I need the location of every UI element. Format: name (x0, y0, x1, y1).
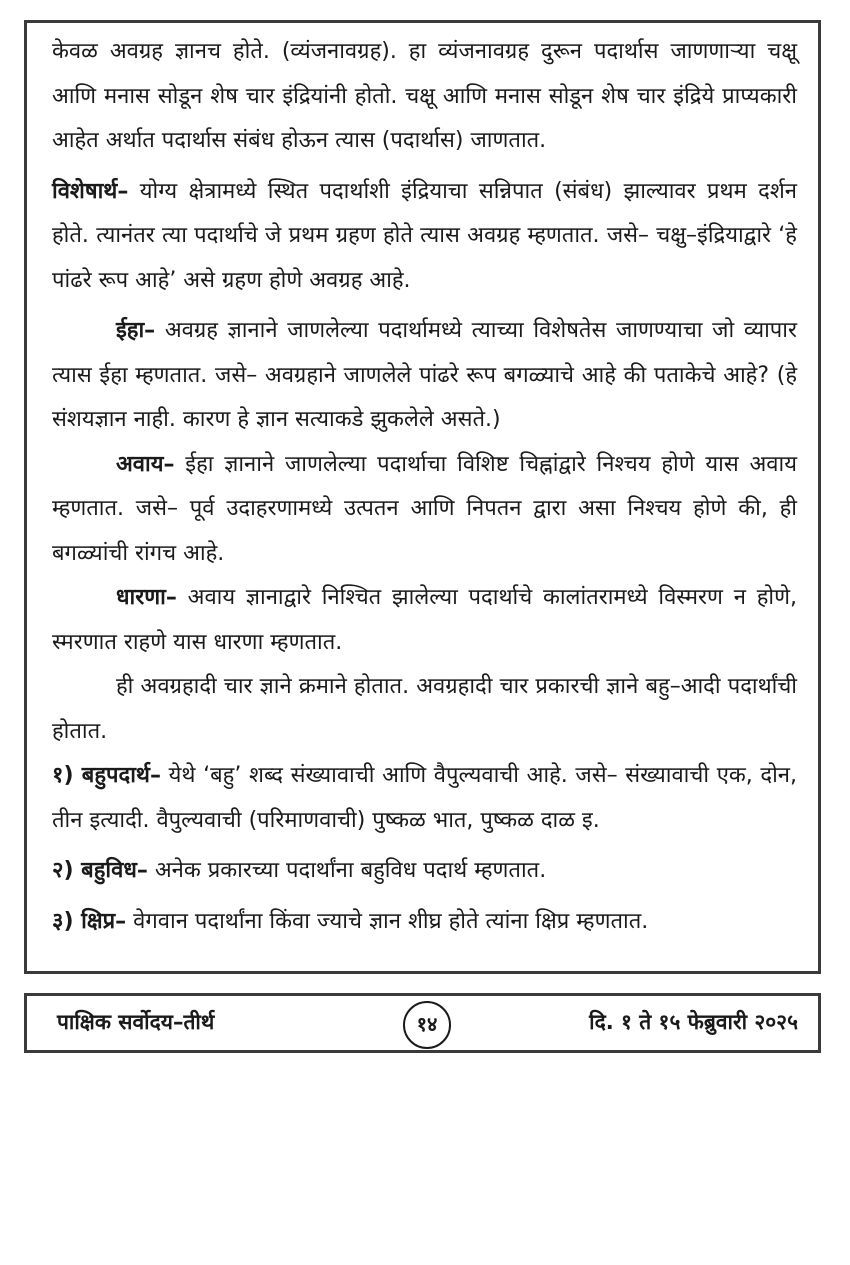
term-bahupadartha: १) बहुपदार्थ– (52, 763, 161, 788)
term-iha: ईहा– (116, 318, 156, 343)
page-body (52, 30, 797, 944)
paragraph-intro: केवळ अवग्रह ज्ञानच होते. (व्यंजनावग्रह). हा व्यंजनावग्रह दुरून पदार्थास जाणणाऱ्या चक्षू आणि मनास सोडून शेष चार इंद्रियांनी होतो. चक्षू आणि मनास सोडून शेष चार इंद्रिये प्राप्यकारी आहेत अर्थात पदार्थास संबंध होऊन त्यास (पदार्थास) जाणतात. (52, 39, 797, 153)
text-avaya: ईहा ज्ञानाने जाणलेल्या पदार्थाचा विशिष्ट चिह्नांद्वारे निश्चय होणे यास अवाय म्हणतात. जसे– पूर्व उदाहरणामध्ये उत्पतन आणि निपतन द्वारा असा निश्चय होणे की, ही बगळ्यांची रांगच आहे. (52, 451, 797, 566)
page-number: १४ (403, 1001, 451, 1049)
paragraph-avaya (52, 443, 797, 577)
text-bahupadartha: येथे ‘बहु’ शब्द संख्यावाची आणि वैपुल्यवाची आहे. जसे– संख्यावाची एक, दोन, तीन इत्यादी. वैपुल्यवाची (परिमाणवाची) पुष्कळ भात, पुष्कळ दाळ इ. (52, 763, 797, 833)
term-bahuvidha: २) बहुविध– (52, 858, 148, 883)
text-kshipra: वेगवान पदार्थांना किंवा ज्याचे ज्ञान शीघ्र होते त्यांना क्षिप्र म्हणतात. (126, 908, 649, 934)
publication-title: पाक्षिक सर्वोदय–तीर्थ (57, 1010, 215, 1034)
term-dharana: धारणा– (116, 585, 177, 610)
term-kshipra: ३) क्षिप्र– (52, 908, 127, 934)
list-item-bahuvidha (52, 849, 797, 894)
list-item-kshipra (52, 900, 797, 945)
paragraph-dharana (52, 576, 797, 665)
paragraph-iha (52, 309, 797, 443)
text-iha: अवग्रह ज्ञानाने जाणलेल्या पदार्थामध्ये त्याच्या विशेषतेस जाणण्याचा जो व्यापार त्यास ईहा म्हणतात. जसे– अवग्रहाने जाणलेले पांढरे रूप बगळ्याचे आहे की पताकेचे आहे? (हे संशयज्ञान नाही. कारण हे ज्ञान सत्याकडे झुकलेले असते.) (52, 318, 797, 432)
text-bahuvidha: अनेक प्रकारच्या पदार्थांना बहुविध पदार्थ म्हणतात. (147, 858, 547, 883)
text-visheshartha: योग्य क्षेत्रामध्ये स्थित पदार्थाशी इंद्रियाचा सन्निपात (संबंध) झाल्यावर प्रथम दर्शन होते. त्यानंतर त्या पदार्थाचे जे प्रथम ग्रहण होते त्यास अवग्रह म्हणतात. जसे– चक्षु–इंद्रियाद्वारे ‘हे पांढरे रूप आहे’ असे ग्रहण होणे अवग्रह आहे. (52, 178, 797, 293)
page-footer (24, 993, 821, 1053)
list-item-bahupadartha (52, 754, 797, 843)
term-visheshartha: विशेषार्थ– (52, 178, 129, 204)
paragraph-summary: ही अवग्रहादी चार ज्ञाने क्रमाने होतात. अवग्रहादी चार प्रकारची ज्ञाने बहु–आदी पदार्थांची होतात. (52, 674, 797, 744)
text-dharana: अवाय ज्ञानाद्वारे निश्चित झालेल्या पदार्थाचे कालांतरामध्ये विस्मरण न होणे, स्मरणात राहणे यास धारणा म्हणतात. (52, 585, 797, 655)
issue-date: दि. १ ते १५ फेब्रुवारी २०२५ (589, 1010, 798, 1034)
term-avaya: अवाय– (116, 451, 175, 477)
paragraph-visheshartha (52, 170, 797, 304)
